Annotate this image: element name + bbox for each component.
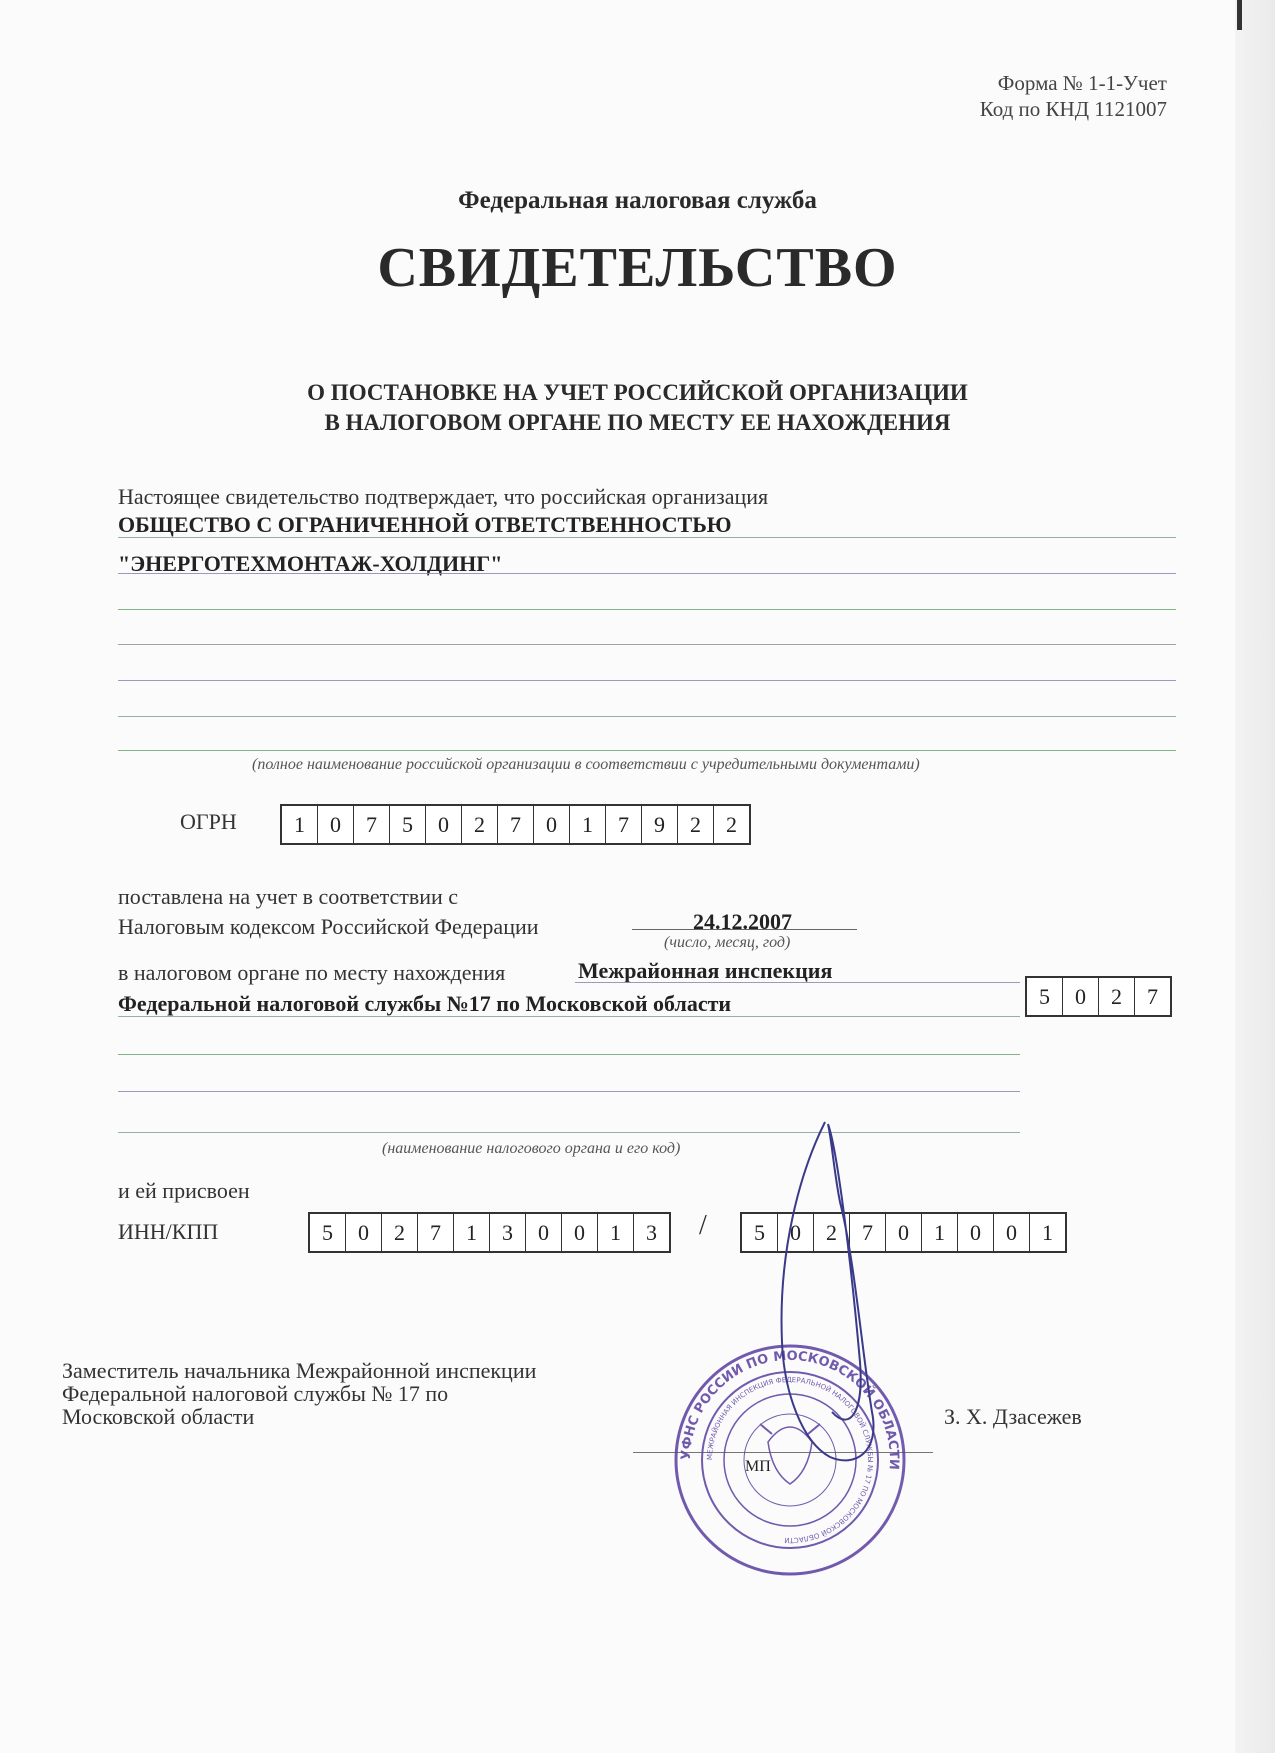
inn-digit-boxes <box>308 1212 671 1253</box>
date-line <box>632 929 857 930</box>
digit-cell: 2 <box>1099 978 1135 1015</box>
digit-cell: 1 <box>598 1214 634 1251</box>
digit-cell: 2 <box>726 811 737 837</box>
inn-kpp-separator: / <box>699 1210 707 1241</box>
form-knd-code: Код по КНД 1121007 <box>979 97 1167 121</box>
seal-outer-text: УФНС РОССИИ ПО МОСКОВСКОЙ ОБЛАСТИ <box>678 1348 902 1471</box>
digit-cell: 7 <box>354 806 390 843</box>
handwritten-signature <box>760 1112 930 1472</box>
digit-cell: 0 <box>318 806 354 843</box>
mp-mark: МП <box>745 1458 771 1475</box>
registration-line-1: поставлена на учет в соответствии с <box>118 884 459 909</box>
fill-line <box>575 982 1020 983</box>
scan-edge-mark <box>1237 0 1242 30</box>
fill-line <box>118 1016 1020 1017</box>
digit-cell: 7 <box>850 1214 886 1251</box>
digit-cell: 0 <box>778 1214 814 1251</box>
digit-cell: 0 <box>1063 978 1099 1015</box>
fill-line <box>118 750 1176 751</box>
signatory-position-line-2: Федеральной налоговой службы № 17 по <box>62 1381 449 1406</box>
subtitle-line-2: В НАЛОГОВОМ ОРГАНЕ ПО МЕСТУ ЕЕ НАХОЖДЕНИЯ <box>324 410 951 435</box>
authority-heading: Федеральная налоговая служба <box>458 187 817 214</box>
form-meta <box>980 70 1167 122</box>
digit-cell: 0 <box>562 1214 598 1251</box>
authority-code-boxes <box>1025 976 1172 1017</box>
document-title: СВИДЕТЕЛЬСТВО <box>377 237 898 299</box>
digit-cell: 5 <box>742 1214 778 1251</box>
digit-cell: 5 <box>310 1214 346 1251</box>
digit-cell: 3 <box>646 1219 657 1245</box>
fill-line <box>118 644 1176 645</box>
digit-cell: 7 <box>1147 983 1158 1009</box>
form-number: Форма № 1-1-Учет <box>997 71 1167 95</box>
digit-cell: 0 <box>426 806 462 843</box>
signatory-position-line-1: Заместитель начальника Межрайонной инспекции <box>62 1358 537 1383</box>
fill-line <box>118 680 1176 681</box>
digit-cell: 7 <box>418 1214 454 1251</box>
authority-hint: (наименование налогового органа и его код) <box>382 1140 681 1157</box>
assigned-label: и ей присвоен <box>118 1178 250 1203</box>
registration-date: 24.12.2007 <box>693 909 792 934</box>
authority-intro: в налоговом органе по месту нахождения <box>118 960 506 985</box>
digit-cell: 0 <box>994 1214 1030 1251</box>
subtitle-line-1: О ПОСТАНОВКЕ НА УЧЕТ РОССИЙСКОЙ ОРГАНИЗАЦИИ <box>307 380 968 405</box>
digit-cell: 5 <box>390 806 426 843</box>
fill-line <box>118 1091 1020 1092</box>
fill-line <box>118 537 1176 538</box>
digit-cell: 1 <box>454 1214 490 1251</box>
ogrn-digit-boxes <box>280 804 751 845</box>
signatory-position <box>62 1359 536 1428</box>
registration-line-2: Налоговым кодексом Российской Федерации <box>118 914 539 939</box>
digit-cell: 0 <box>526 1214 562 1251</box>
digit-cell: 0 <box>886 1214 922 1251</box>
inn-kpp-label: ИНН/КПП <box>118 1219 219 1244</box>
digit-cell: 2 <box>462 806 498 843</box>
digit-cell: 7 <box>498 806 534 843</box>
digit-cell: 2 <box>382 1214 418 1251</box>
document-subtitle <box>0 378 1275 438</box>
digit-cell: 0 <box>958 1214 994 1251</box>
digit-cell: 1 <box>282 806 318 843</box>
organization-intro: Настоящее свидетельство подтверждает, что российская организация <box>118 484 769 509</box>
digit-cell: 1 <box>922 1214 958 1251</box>
digit-cell: 1 <box>570 806 606 843</box>
fill-line <box>118 716 1176 717</box>
organization-name-hint: (полное наименование российской организации в соответствии с учредительными документами) <box>252 756 920 773</box>
fill-line <box>118 1054 1020 1055</box>
digit-cell: 3 <box>490 1214 526 1251</box>
fill-line <box>118 573 1176 574</box>
signatory-name: З. Х. Дзасежев <box>944 1404 1082 1429</box>
digit-cell: 0 <box>346 1214 382 1251</box>
ogrn-label: ОГРН <box>180 809 237 834</box>
digit-cell: 9 <box>642 806 678 843</box>
organization-name-line-1: ОБЩЕСТВО С ОГРАНИЧЕННОЙ ОТВЕТСТВЕННОСТЬЮ <box>118 512 732 537</box>
digit-cell: 2 <box>678 806 714 843</box>
digit-cell: 0 <box>534 806 570 843</box>
fill-line <box>118 609 1176 610</box>
digit-cell: 5 <box>1027 978 1063 1015</box>
digit-cell: 7 <box>606 806 642 843</box>
organization-name-line-2: "ЭНЕРГОТЕХМОНТАЖ-ХОЛДИНГ" <box>118 551 503 576</box>
authority-line-1: Межрайонная инспекция <box>578 958 833 983</box>
seal-inner-text: МЕЖРАЙОННАЯ ИНСПЕКЦИЯ ФЕДЕРАЛЬНОЙ НАЛОГОВОЙ СЛУЖБЫ № 17 ПО МОСКОВСКОЙ ОБЛАСТИ <box>705 1375 875 1545</box>
digit-cell: 2 <box>814 1214 850 1251</box>
date-hint: (число, месяц, год) <box>664 934 791 951</box>
authority-line-2: Федеральной налоговой службы №17 по Московской области <box>118 991 732 1016</box>
signatory-position-line-3: Московской области <box>62 1404 255 1429</box>
digit-cell: 1 <box>1042 1219 1053 1245</box>
